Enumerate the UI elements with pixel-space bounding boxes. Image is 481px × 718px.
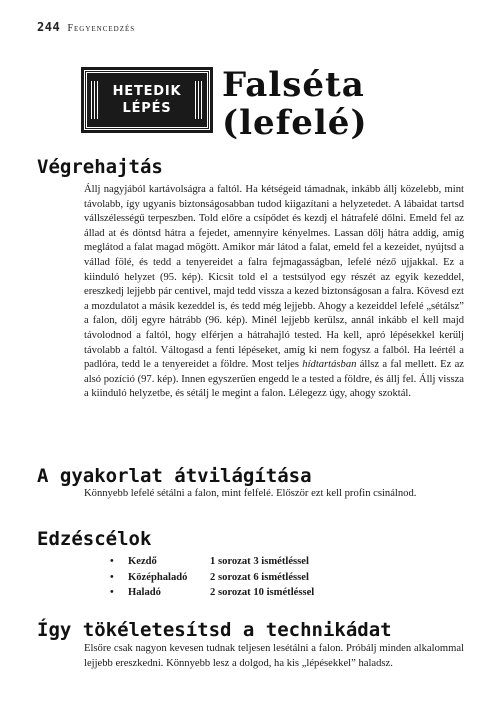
chapter-title bbox=[222, 66, 422, 142]
step-badge-line1: HETEDIK bbox=[112, 84, 182, 99]
step-badge-line2: LÉPÉS bbox=[122, 101, 172, 116]
step-badge bbox=[84, 70, 210, 130]
insight-heading: A gyakorlat átvilágítása bbox=[37, 465, 312, 487]
goals-list bbox=[110, 554, 314, 601]
execution-italic-term: hídtartásban bbox=[302, 359, 357, 371]
level-prescription: 2 sorozat 10 ismétléssel bbox=[210, 587, 315, 598]
bullet: • bbox=[110, 571, 114, 583]
bullet: • bbox=[110, 556, 114, 567]
chapter-title-line2: (lefelé) bbox=[222, 103, 368, 143]
execution-paragraph bbox=[84, 183, 464, 402]
list-item bbox=[110, 554, 314, 570]
chapter-title-line1: Falséta bbox=[222, 65, 365, 105]
bullet: • bbox=[110, 587, 114, 598]
list-item bbox=[110, 585, 314, 601]
running-title: Fegyencedzés bbox=[67, 23, 136, 34]
perfect-paragraph: Elsőre csak nagyon kevesen tudnak teljesen lesétálni a falon. Próbálj minden alkalommal lejjebb ereszkedni. Könnyebb lesz a dolgod, ha kis „lépésekkel” haladsz. bbox=[84, 643, 464, 669]
execution-heading: Végrehajtás bbox=[37, 156, 163, 178]
level-name: Középhaladó bbox=[128, 571, 188, 583]
level-name: Kezdő bbox=[128, 556, 157, 567]
level-prescription: 2 sorozat 6 ismétléssel bbox=[210, 571, 309, 583]
goals-heading: Edzéscélok bbox=[37, 528, 152, 550]
list-item bbox=[110, 570, 314, 586]
level-name: Haladó bbox=[128, 587, 161, 598]
insight-paragraph: Könnyebb lefelé sétálni a falon, mint felfelé. Először ezt kell profin csinálnod. bbox=[84, 488, 417, 499]
execution-text-1: Állj nagyjából kartávolságra a faltól. Ha kétségeid támadnak, inkább állj közelebb, mint távolabb, így ugyanis biztonságosabban tudod kiigazítani a helyzetedet. A lábaidat tartsd vállszélességű terpeszben. Told előre a csípődet és kezdj el hátrafelé dőlni. Emeld fel az állad at és döntsd hátra a fejedet, amennyire kényelmes. Lassan dőlj hátra addig, amíg meglátod a falat magad mögött. Amikor már látod a falat, emeld fel a kezeidet, nyújtsd a vállad fölé, és tedd a tenyereidet a falra fejmagasságban, lefelé néző ujjakkal. Ez a kiinduló helyzet (95. kép). Kicsit told el a testsúlyod egy részét az egyik kezeddel, ereszkedj lejjebb pár centivel, majd tedd vissza a kezed biztonságosan a falra. Kövesd ezt a mozdulatot a másik kezeddel is, és tedd még lejjebb. Ahogy a kezeiddel lefelé „sétálsz” a falon, dőlj egyre hátrább (96. kép). Minél lejjebb kerülsz, annál inkább el kell majd távolodnod a faltól, hogy elférjen a hátrahajló tested. Ha kell, apró lépésekkel kerülj távolabb a faltól. Váltogasd a fenti lépéseket, amíg ki nem fogysz a falból. Ha leértél a padlóra, tedd le a tenyereidet a földre. Most teljes bbox=[84, 184, 464, 371]
page-header bbox=[37, 20, 135, 34]
execution-text-2: állsz a fal mellett. Ez az alsó pozíció (97. kép). Innen egyszerűen engedd le a tested a földre, és állj fel. Állj vissza a kiinduló helyzetbe, és sétálj le megint a falon. Lélegezz úgy, ahogy szoktál. bbox=[84, 359, 464, 400]
perfect-heading: Így tökéletesítsd a technikádat bbox=[37, 619, 392, 641]
page-number: 244 bbox=[37, 20, 61, 34]
level-prescription: 1 sorozat 3 ismétléssel bbox=[210, 556, 309, 567]
